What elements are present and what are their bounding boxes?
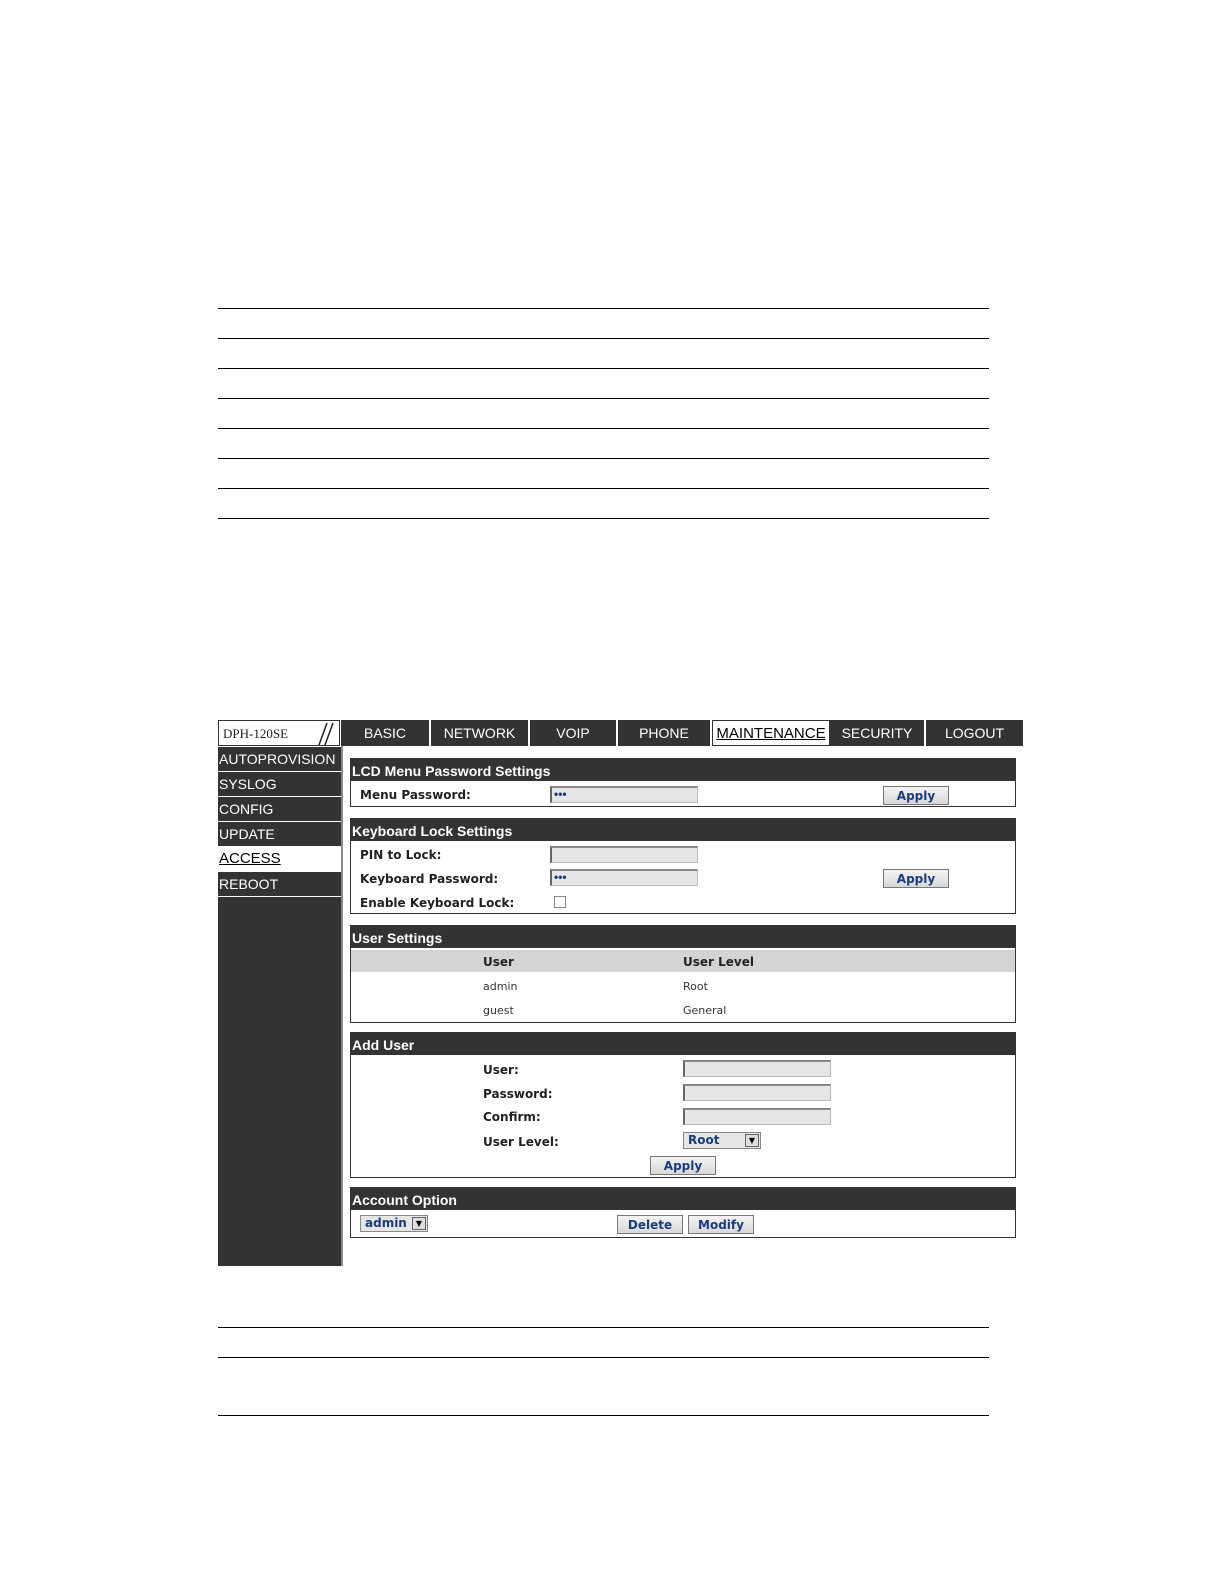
rule-line — [218, 488, 989, 489]
account-option-panel — [350, 1187, 1016, 1238]
lcd-password-panel — [350, 758, 1016, 807]
pin-field[interactable] — [550, 846, 698, 863]
user-field[interactable] — [683, 1060, 831, 1077]
sidebar-item-syslog[interactable]: SYSLOG — [218, 772, 341, 797]
password-field[interactable] — [683, 1084, 831, 1101]
logo — [218, 720, 340, 746]
chevron-down-icon[interactable]: ▼ — [745, 1134, 759, 1147]
rule-line — [218, 368, 989, 369]
menu-password-field[interactable]: ••• — [550, 786, 698, 803]
sidebar-item-access[interactable]: ACCESS — [218, 847, 341, 872]
tab-voip[interactable]: VOIP — [530, 720, 618, 746]
add-user-panel — [350, 1032, 1016, 1178]
keyboard-lock-panel — [350, 818, 1016, 914]
web-config-screenshot — [218, 720, 1023, 1266]
sidebar-item-autoprovision[interactable]: AUTOPROVISION — [218, 747, 341, 772]
tab-maintenance[interactable]: MAINTENANCE — [712, 720, 830, 746]
sidebar-item-reboot[interactable]: REBOOT — [218, 872, 341, 897]
rule-line — [218, 1357, 989, 1358]
rule-line — [218, 458, 989, 459]
table-cell-user: admin — [483, 980, 518, 993]
pin-label: PIN to Lock: — [360, 848, 442, 862]
confirm-label: Confirm: — [483, 1110, 541, 1124]
lcd-apply-button[interactable]: Apply — [883, 786, 949, 805]
content-divider — [341, 746, 343, 1266]
password-label: Password: — [483, 1087, 553, 1101]
account-select-value: admin — [365, 1216, 407, 1230]
column-header-user-level: User Level — [683, 955, 754, 969]
user-level-label: User Level: — [483, 1135, 559, 1149]
top-navigation — [341, 720, 1023, 746]
user-settings-panel — [350, 925, 1016, 1023]
user-label: User: — [483, 1063, 519, 1077]
sidebar — [218, 747, 341, 1266]
rule-line — [218, 398, 989, 399]
account-select[interactable] — [360, 1215, 428, 1232]
delete-button[interactable]: Delete — [617, 1215, 683, 1234]
confirm-field[interactable] — [683, 1108, 831, 1125]
rule-line — [218, 518, 989, 519]
logo-slash-icon — [297, 723, 337, 745]
table-cell-user: guest — [483, 1004, 514, 1017]
sidebar-item-config[interactable]: CONFIG — [218, 797, 341, 822]
panel-title: Keyboard Lock Settings — [351, 819, 1015, 841]
user-level-value: Root — [688, 1133, 720, 1147]
tab-phone[interactable]: PHONE — [618, 720, 712, 746]
enable-keyboard-lock-checkbox[interactable] — [554, 896, 566, 908]
rule-line — [218, 308, 989, 309]
table-cell-level: Root — [683, 980, 708, 993]
rule-line — [218, 1415, 989, 1416]
enable-keyboard-lock-label: Enable Keyboard Lock: — [360, 896, 515, 910]
chevron-down-icon[interactable]: ▼ — [412, 1217, 426, 1230]
keyboard-password-label: Keyboard Password: — [360, 872, 499, 886]
column-header-user: User — [483, 955, 514, 969]
modify-button[interactable]: Modify — [688, 1215, 754, 1234]
tab-security[interactable]: SECURITY — [830, 720, 926, 746]
tab-basic[interactable]: BASIC — [341, 720, 431, 746]
panel-title: Add User — [351, 1033, 1015, 1055]
tab-logout[interactable]: LOGOUT — [944, 725, 1005, 741]
panel-title: Account Option — [351, 1188, 1015, 1210]
rule-line — [218, 1327, 989, 1328]
add-user-apply-button[interactable]: Apply — [650, 1156, 716, 1175]
keyboard-password-field[interactable]: ••• — [550, 869, 698, 886]
rule-line — [218, 428, 989, 429]
table-cell-level: General — [683, 1004, 727, 1017]
tab-network[interactable]: NETWORK — [431, 720, 530, 746]
panel-title: User Settings — [351, 926, 1015, 948]
user-level-select[interactable] — [683, 1132, 761, 1149]
logo-text: DPH-120SE — [223, 726, 289, 741]
panel-title: LCD Menu Password Settings — [351, 759, 1015, 781]
sidebar-item-update[interactable]: UPDATE — [218, 822, 341, 847]
keyboard-apply-button[interactable]: Apply — [883, 869, 949, 888]
rule-line — [218, 338, 989, 339]
menu-password-label: Menu Password: — [360, 788, 471, 802]
